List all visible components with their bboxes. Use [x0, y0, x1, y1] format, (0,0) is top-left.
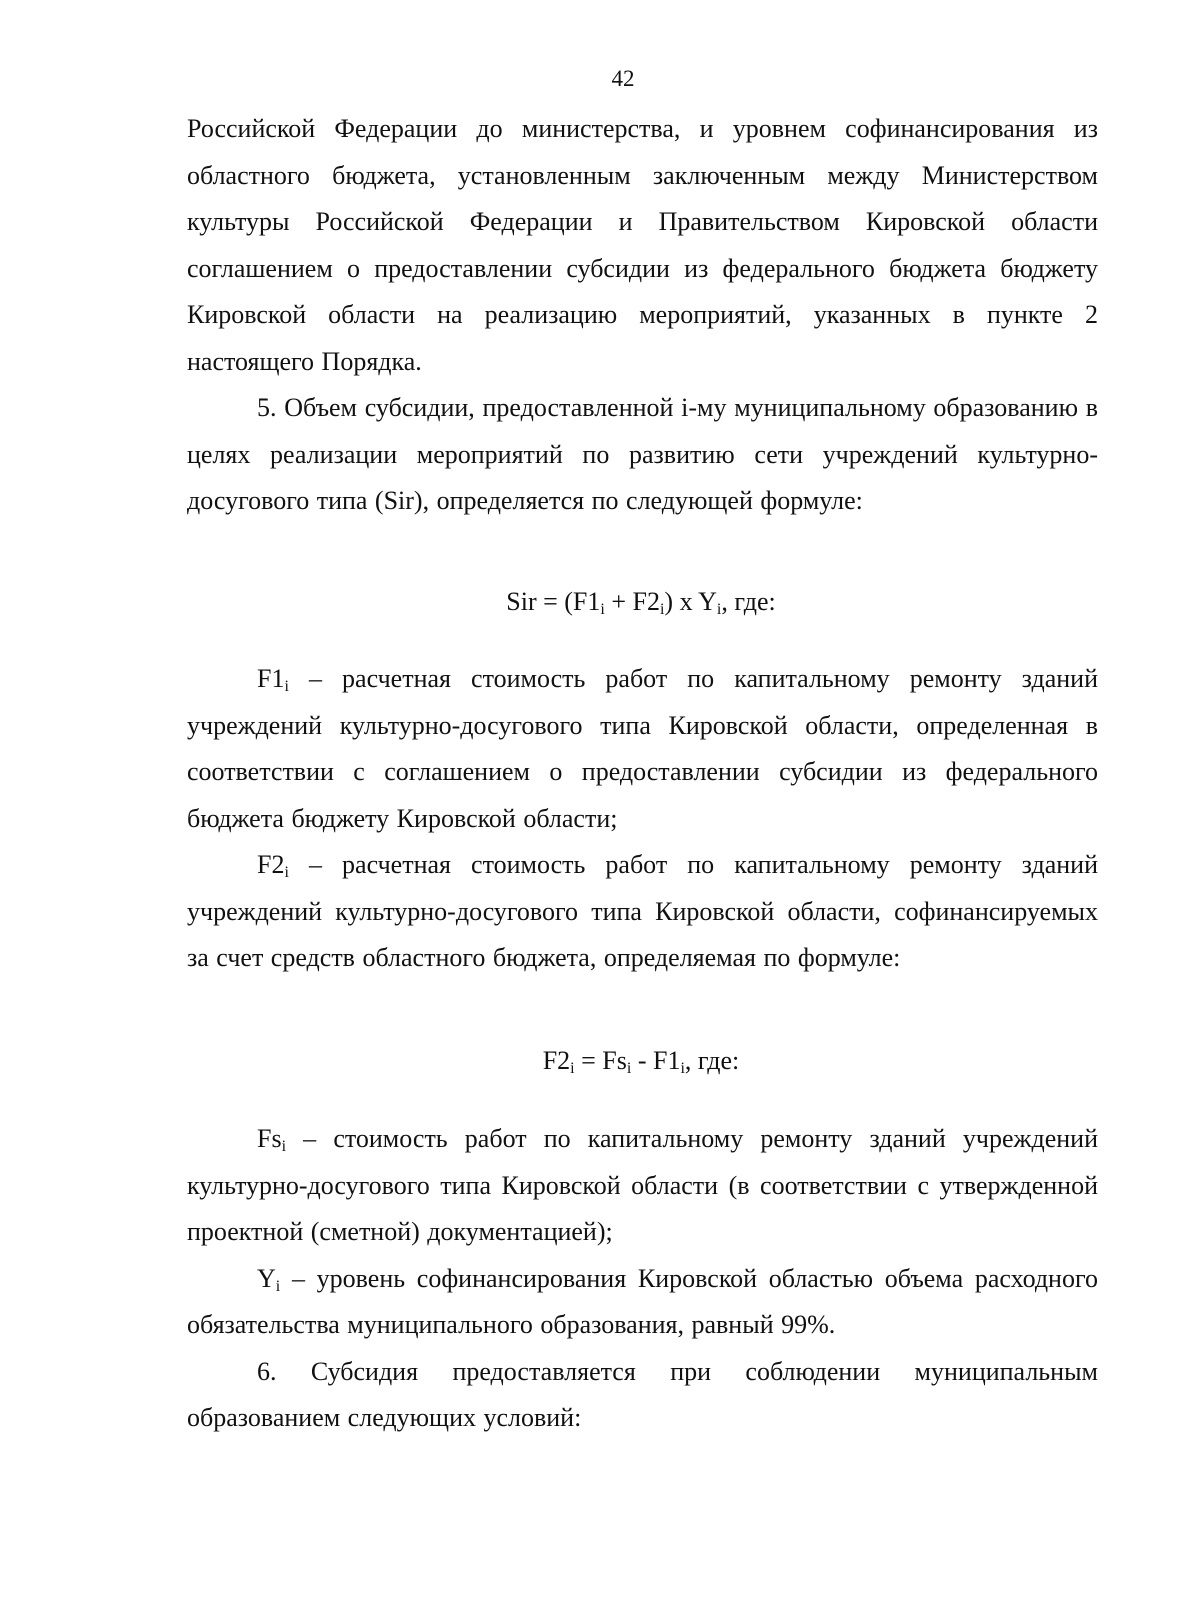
formula-f2-part: = Fs [574, 1046, 627, 1075]
paragraph-intro: Российской Федерации до министерства, и уровнем софинансирования из областного бюджета, установленным заключенным между Министерством культуры Российской Федерации и Правительством Кировской области соглашением о предоставлении субсидии из федерального бюджета бюджету Кировской области на реализацию мероприятий, указанных в пункте 2 настоящего Порядка. [187, 114, 1098, 376]
definition-y [187, 1256, 1098, 1349]
definition-fs-text: – стоимость работ по капитальному ремонту зданий учреждений культурно-досугового типа Кировской области (в соответствии с утвержденной проектной (сметной) документацией); [187, 1124, 1098, 1246]
definition-f1-sub: i [284, 678, 289, 695]
formula-f2-part: , где: [684, 1046, 740, 1075]
page-number: 42 [611, 66, 635, 91]
formula-sir-part: + F2 [604, 587, 660, 616]
formula-f2 [0, 1046, 1200, 1076]
body-block-2 [187, 656, 1098, 982]
definition-fs [187, 1116, 1098, 1256]
paragraph-6: 6. Субсидия предоставляется при соблюдении муниципальным образованием следующих условий: [187, 1356, 1098, 1432]
definition-f2-symbol: F2 [257, 850, 285, 879]
formula-sir-sub: i [716, 601, 722, 618]
formula-sir-sub: i [600, 601, 605, 618]
definition-f2 [187, 842, 1098, 982]
definition-f1-symbol: F1 [257, 664, 285, 693]
definition-f2-sub: i [284, 864, 289, 881]
definition-f1 [187, 656, 1098, 842]
formula-f2-sub: i [626, 1060, 632, 1077]
definition-y-sub: i [275, 1277, 281, 1295]
formula-f2-part: F2 [542, 1046, 571, 1075]
formula-f2-part: - F1 [631, 1046, 681, 1075]
definition-fs-sub: i [281, 1138, 287, 1155]
definition-y-text: – уровень софинансирования Кировской областью объема расходного обязательства муниципального образования, равный 99%. [187, 1263, 1098, 1339]
definition-y-symbol: Y [257, 1263, 276, 1293]
body-block-3 [187, 1116, 1098, 1442]
formula-sir-part: , где: [721, 587, 776, 616]
formula-f2-sub: i [570, 1060, 575, 1077]
formula-sir [0, 587, 1200, 617]
definition-f1-text: – расчетная стоимость работ по капитальному ремонту зданий учреждений культурно-досугового типа Кировской области, определенная в соответствии с соглашением о предоставлении субсидии из федерального бюджета бюджету Кировской области; [187, 664, 1098, 833]
formula-sir-sub: i [659, 601, 665, 618]
definition-f2-text: – расчетная стоимость работ по капитальному ремонту зданий учреждений культурно-досугового типа Кировской области, софинансируемых за счет средств областного бюджета, определяемая по формуле: [187, 850, 1098, 972]
formula-sir-part: Sir = (F1 [506, 587, 601, 616]
formula-sir-part: ) x Y [664, 587, 717, 616]
paragraph-5: 5. Объем субсидии, предоставленной i-му муниципальному образованию в целях реализации мероприятий по развитию сети учреждений культурно-досугового типа (Sir), определяется по следующей формуле: [187, 393, 1098, 515]
body-block-1 [187, 106, 1098, 525]
definition-fs-symbol: Fs [257, 1124, 282, 1153]
formula-f2-sub: i [680, 1060, 685, 1077]
